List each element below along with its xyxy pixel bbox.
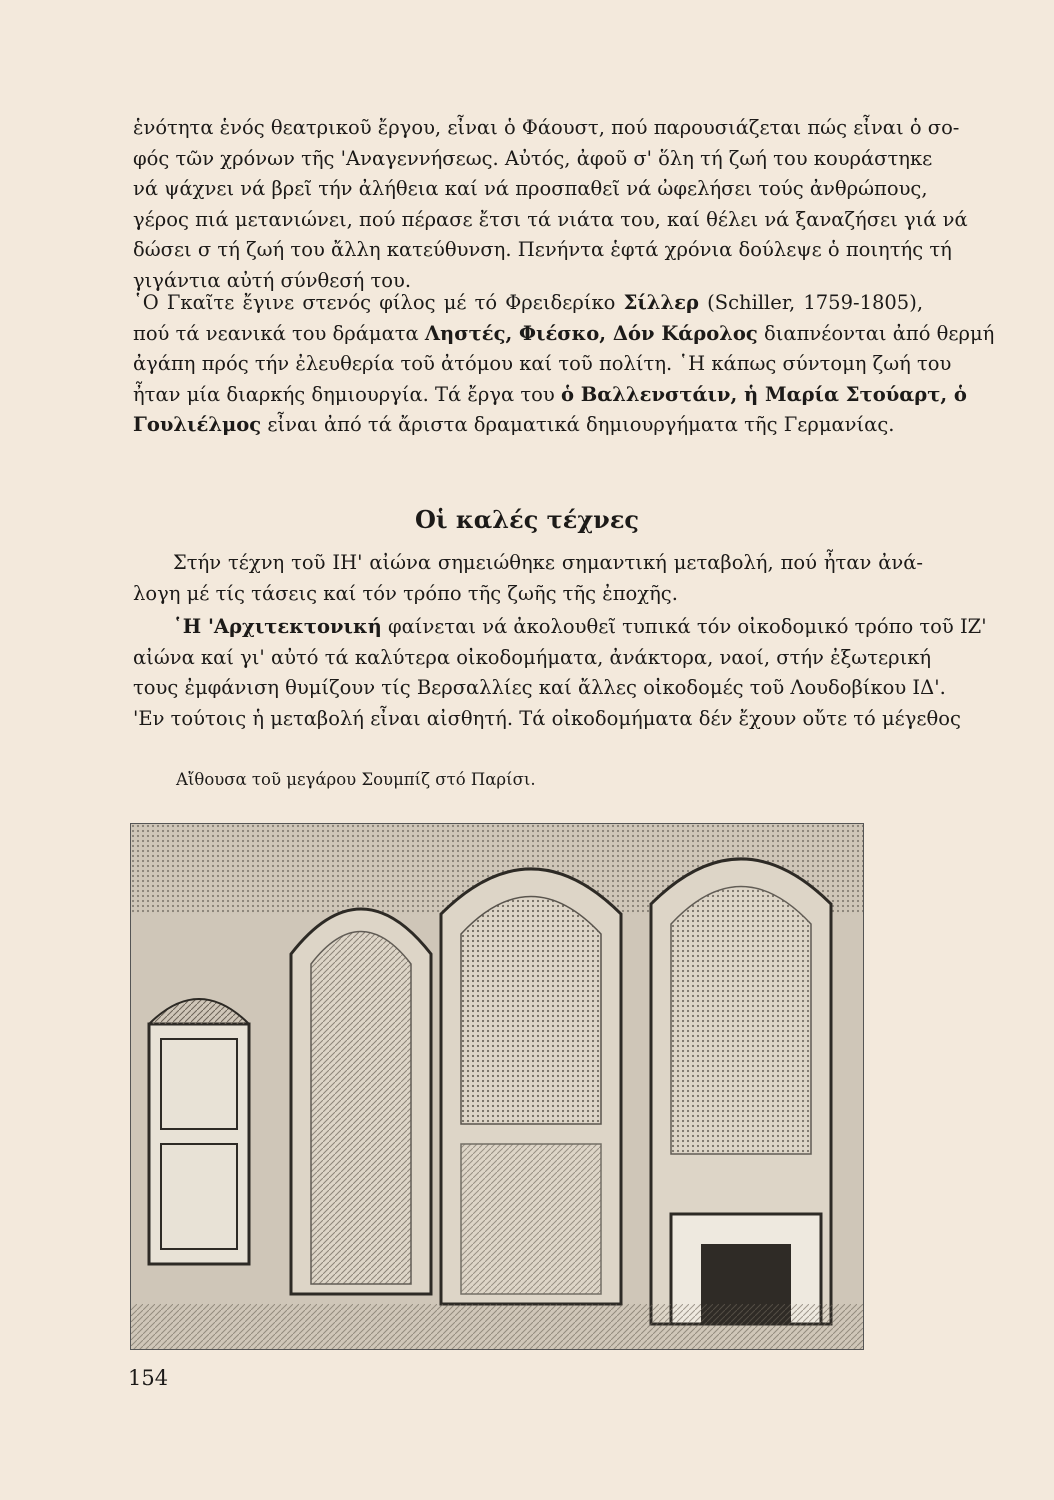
schiller-early-works: Ληστές, Φιέσκο, Δόν Κάρολος: [424, 321, 758, 345]
text-line: νά ψάχνει νά βρεῖ τήν ἀλήθεια καί νά προσπαθεῖ νά ὠφελήσει τούς ἀνθρώπους,: [133, 177, 928, 201]
text-line: λογη μέ τίς τάσεις καί τόν τρόπο τῆς ζωῆς τῆς ἐποχῆς.: [133, 581, 678, 605]
architecture-term: ῾Η 'Αρχιτεκτονική: [173, 615, 382, 638]
text-line: ἀγάπη πρός τήν ἐλευθερία τοῦ ἀτόμου καί τοῦ πολίτη. ῾Η κάπως σύντομη ζωή του: [133, 352, 952, 376]
text-line: 'Εν τούτοις ἡ μεταβολή εἶναι αἰσθητή. Τά οἰκοδομήματα δέν ἔχουν οὔτε τό μέγεθος: [133, 706, 961, 730]
soubise-salon-illustration: [130, 823, 864, 1350]
arched-mirror-left: [291, 909, 431, 1294]
schiller-later-works: ὁ Βαλλενστάιν, ἡ Μαρία Στούαρτ, ὁ: [560, 382, 967, 406]
text-fragment: διαπνέονται ἀπό θερμή: [764, 321, 995, 345]
schiller-work-wilhelm: Γουλιέλμος: [133, 413, 262, 437]
paragraph-schiller: [133, 288, 995, 441]
text-line: γιγάντια αὐτή σύνθεσή του.: [133, 268, 412, 292]
schiller-name: Σίλλερ: [623, 291, 699, 314]
text-line: ἑνότητα ἑνός θεατρικοῦ ἔργου, εἶναι ὁ Φάουστ, πού παρουσιάζεται πώς εἶναι ὁ σο-: [133, 116, 960, 139]
text-line: [133, 410, 923, 441]
text-line: [133, 288, 923, 319]
text-fragment: εἶναι ἀπό τά ἄριστα δραματικά δημιουργήματα τῆς Γερμανίας.: [267, 413, 895, 437]
text-line: Στήν τέχνη τοῦ ΙΗ' αἰώνα σημειώθηκε σημαντική μεταβολή, πού ἦταν ἀνά-: [173, 551, 923, 574]
text-line: [133, 380, 967, 411]
text-fragment: ῾Ο Γκαῖτε ἔγινε στενός φίλος μέ τό Φρειδερίκο: [133, 291, 616, 314]
paragraph-art-intro: [133, 548, 923, 609]
page-number: 154: [128, 1366, 169, 1390]
salon-engraving: [131, 824, 863, 1349]
text-fragment: πού τά νεανικά του δράματα: [133, 321, 419, 345]
text-fragment: φαίνεται νά ἀκολουθεῖ τυπικά τόν οἰκοδομικό τρόπο τοῦ ΙΖ': [387, 615, 987, 638]
text-fragment: (Schiller, 1759-1805),: [707, 291, 924, 314]
text-line: [133, 612, 987, 643]
text-fragment: ἦταν μία διαρκής δημιουργία. Τά ἔργα του: [133, 382, 555, 406]
text-line: γέρος πιά μετανιώνει, πού πέρασε ἔτσι τά νιάτα του, καί θέλει νά ξαναζήσει γιά νά: [133, 207, 968, 231]
text-line: δώσει σ τή ζωή του ἄλλη κατεύθυνση. Πενήντα ἑφτά χρόνια δούλεψε ὁ ποιητής τή: [133, 238, 952, 262]
text-line: αἰώνα καί γι' αὐτό τά καλύτερα οἰκοδομήματα, ἀνάκτορα, ναοί, στήν ἐξωτερική: [133, 645, 932, 669]
figure-caption: Αἴθουσα τοῦ μεγάρου Σουμπίζ στό Παρίσι.: [176, 770, 536, 789]
text-line: [133, 319, 995, 350]
arched-mirror-center: [441, 869, 621, 1304]
parquet-floor: [131, 1304, 863, 1349]
text-line: τους ἐμφάνιση θυμίζουν τίς Βερσαλλίες καί ἄλλες οἰκοδομές τοῦ Λουδοβίκου ΙΔ'.: [133, 676, 946, 700]
paragraph-architecture: [133, 612, 987, 734]
section-heading: Οἱ καλές τέχνες: [414, 505, 640, 534]
panelled-door: [149, 999, 249, 1264]
text-line: φός τῶν χρόνων τῆς 'Αναγεννήσεως. Αὐτός, ἀφοῦ σ' ὅλη τή ζωή του κουράστηκε: [133, 146, 933, 170]
paragraph-faust: [133, 113, 968, 297]
